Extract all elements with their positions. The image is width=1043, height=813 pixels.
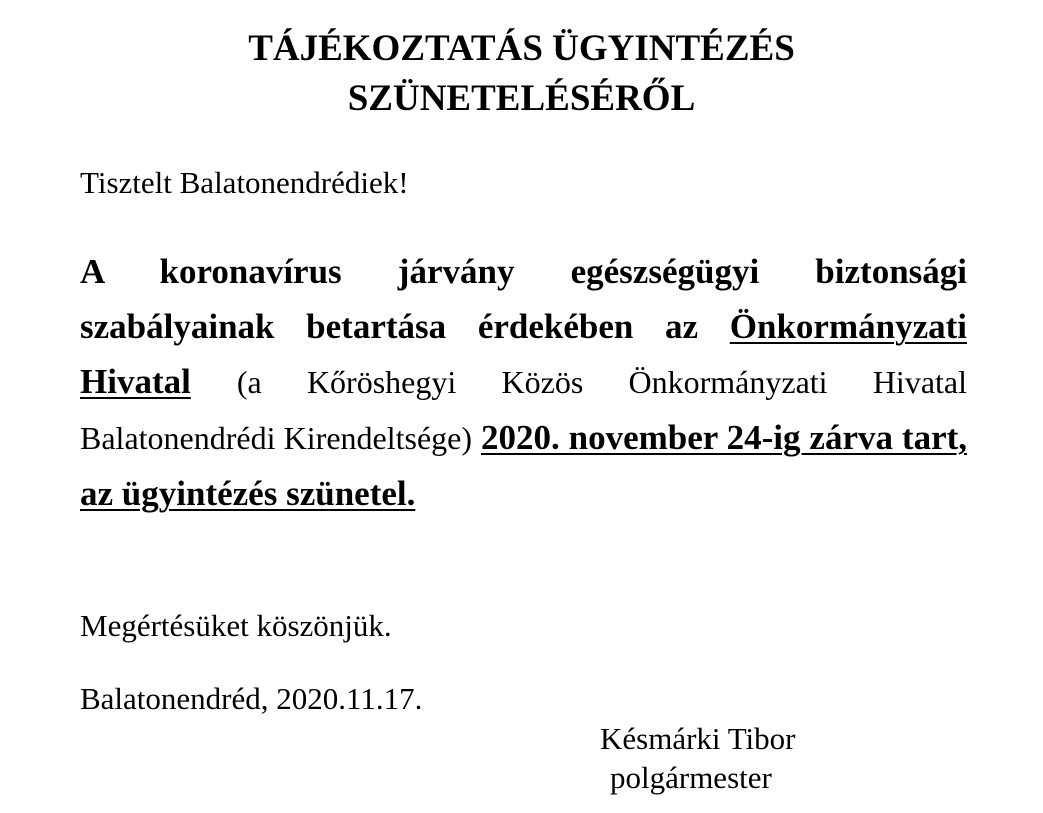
notice-title-line-2: SZÜNETELÉSÉRŐL	[347, 78, 696, 119]
place-date: Balatonendréd, 2020.11.17.	[80, 681, 423, 716]
office-detail: (a Kőröshegyi Közös Önkormányzati Hivatal Balatonendrédi Kirendeltsége)	[80, 364, 967, 456]
thanks-line: Megértésüket köszönjük.	[80, 608, 392, 643]
office-name: Önkormányzati Hivatal	[80, 307, 967, 401]
notice-title-line-1: TÁJÉKOZTATÁS ÜGYINTÉZÉS	[248, 28, 795, 69]
main-paragraph	[80, 244, 967, 521]
signatory-title: polgármester	[610, 760, 772, 795]
closure-statement: 2020. november 24-ig zárva tart, az ügyintézés szünetel.	[80, 418, 968, 513]
salutation: Tisztelt Balatonendrédiek!	[80, 165, 409, 200]
signatory-name: Késmárki Tibor	[600, 721, 796, 756]
main-text-intro: A koronavírus járvány egészségügyi biztonsági szabályainak betartása érdekében az	[80, 252, 967, 346]
